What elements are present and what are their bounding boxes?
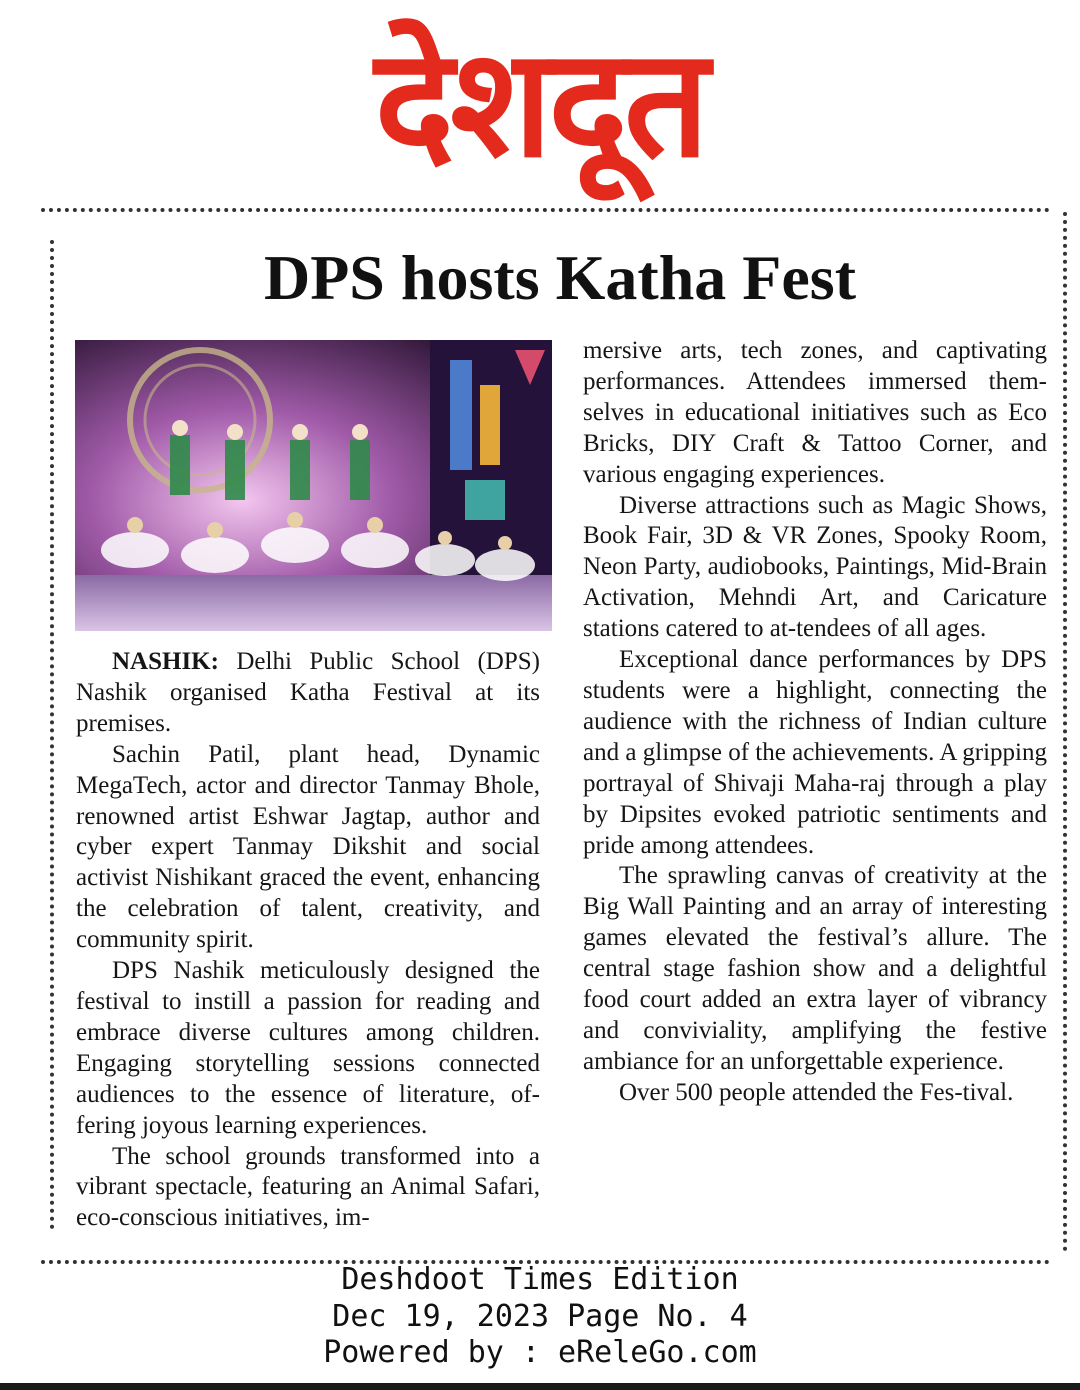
edition-name: Deshdoot Times Edition [341,1262,739,1297]
newspaper-logo: देशदूत [374,17,706,191]
headline: DPS hosts Katha Fest [263,242,857,313]
article-paragraph: The sprawling canvas of creativity at the Big Wall Painting and an array of interesting games elevated the festival’s allure. The central stage fashion show and a delightful food court added an extra layer of vibrancy and conviviality, amplifying the festive ambiance for an unforgettable experience. [583,862,1047,1075]
article-photo [75,340,552,631]
masthead [0,0,1080,205]
dateline: NASHIK: [112,648,219,675]
article-paragraph: The school grounds transformed into a vibrant spectacle, featuring an Animal Safari, eco-conscious initiatives, im- [76,1142,540,1232]
edition-footer [0,1262,1080,1372]
article-paragraph: DPS Nashik meticulously designed the festival to instill a passion for reading and embrace diverse cultures among children. Engaging storytelling sessions connected audiences to the essence of literature, of-fering joyous learning experiences. [76,957,540,1139]
dance-performance-photo-icon [75,340,552,631]
bottom-bar [0,1383,1080,1390]
article-paragraph: Exceptional dance performances by DPS students were a highlight, connecting the audience with the richness of Indian culture and a glimpse of the achievements. A gripping portrayal of Shivaji Maha-raj through a play by Dipsites evoked patriotic sentiments and pride among attendees. [583,646,1047,859]
edition-date-page: Dec 19, 2023 Page No. 4 [332,1298,748,1334]
article-border-left [50,240,54,1230]
article-paragraph: Over 500 people attended the Fes-tival. [619,1078,1014,1106]
article-column-right [583,336,1047,1109]
powered-by: Powered by : eReleGo.com [323,1335,757,1370]
article-border-right [1063,212,1067,1252]
article-paragraph: NASHIK: Delhi Public School (DPS) Nashik organised Katha Festival at its premises. [76,648,540,737]
article-paragraph: Sachin Patil, plant head, Dynamic MegaTech, actor and director Tanmay Bhole, renowned artist Eshwar Jagtap, author and cyber expert Tanmay Dikshit and social activist Nishikant graced the event, enhancing the celebration of talent, creativity, and community spirit. [76,740,540,954]
article-paragraph: mersive arts, tech zones, and captivating performances. Attendees immersed them-selves in educational initiatives such as Eco Bricks, DIY Craft & Tattoo Corner, and various engaging experiences. [583,337,1047,488]
article-paragraph: Diverse attractions such as Magic Shows, Book Fair, 3D & VR Zones, Spooky Room, Neon Party, audiobooks, Paintings, Mid-Brain Activation, Mehndi Art, and Caricature stations catered to at-tendees of all ages. [583,491,1047,643]
article-column-left [76,647,540,1234]
